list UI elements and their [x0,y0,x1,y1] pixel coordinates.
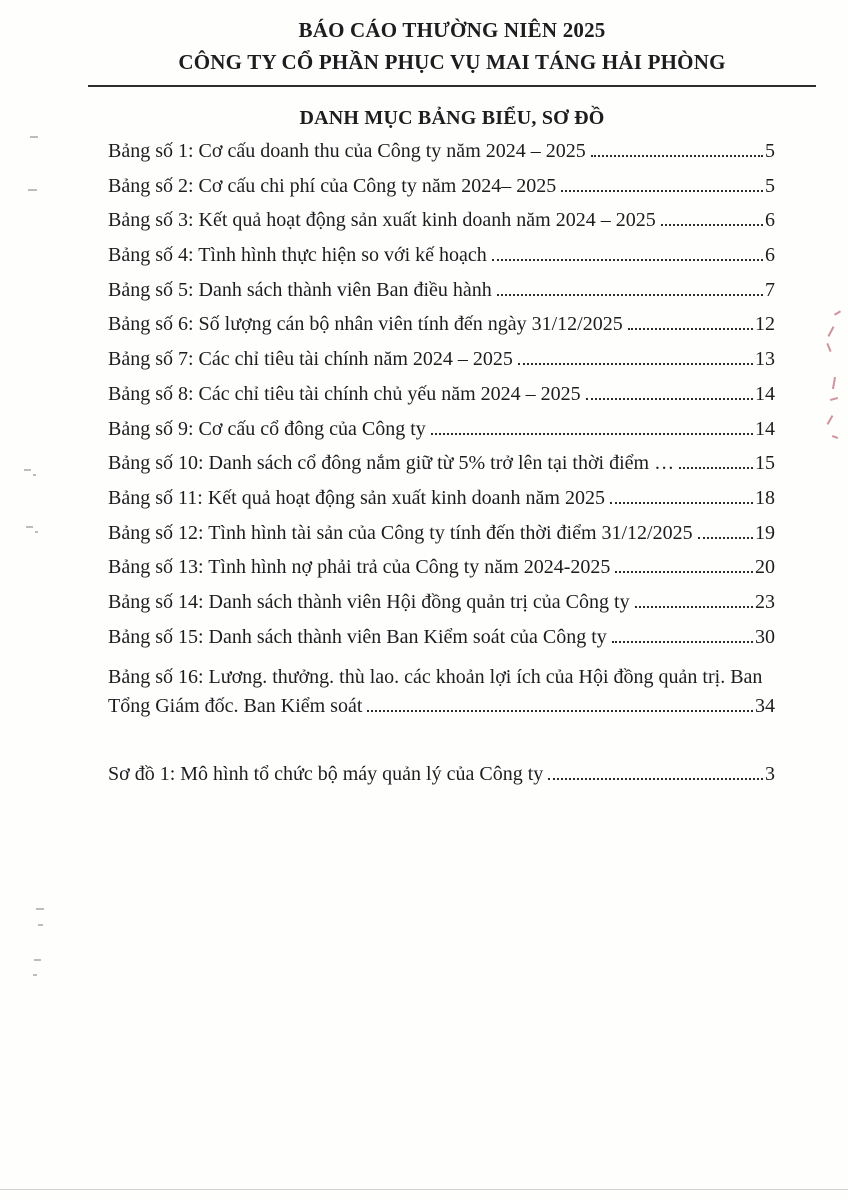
toc-entry [108,244,775,279]
toc-entry-label: Bảng số 5: Danh sách thành viên Ban điều hành [108,278,492,301]
toc-entry [108,175,775,210]
scan-artifact [33,474,36,476]
toc-entry-page-number: 19 [755,521,775,544]
toc-entry-page-number: 14 [755,382,775,405]
section-title: DANH MỤC BẢNG BIỂU, SƠ ĐỒ [299,107,605,129]
toc-entry [108,140,775,175]
dot-leader [628,328,753,330]
document-header [88,14,816,78]
header-divider [88,85,816,87]
toc-entry-label: Bảng số 11: Kết quả hoạt động sản xuất kinh doanh năm 2025 [108,486,605,509]
scan-artifact [827,415,834,425]
report-title: BÁO CÁO THƯỜNG NIÊN 2025 [298,18,606,42]
toc-entry-label: Bảng số 4: Tình hình thực hiện so với kế hoạch [108,244,487,267]
page-bottom-edge [0,1189,848,1190]
dot-leader [586,398,753,400]
toc-entry-label: Bảng số 12: Tình hình tài sản của Công ty tính đến thời điểm 31/12/2025 [108,521,693,544]
toc-entry [108,313,775,348]
dot-leader [679,467,753,469]
toc-entry [108,591,775,626]
toc-entry [108,418,775,453]
toc-entry [108,383,775,418]
scan-artifact [30,136,38,138]
scan-artifact [34,959,41,961]
diagram-list [108,763,775,798]
scan-artifact [24,469,31,471]
toc-entry-page-number: 20 [755,556,775,579]
dot-leader [612,641,753,643]
toc-entry-page-number: 30 [755,625,775,648]
dot-leader [561,190,763,192]
toc-entry [108,522,775,557]
dot-leader [610,502,753,504]
dot-leader [591,155,763,157]
toc-entry-page-number: 3 [765,762,775,785]
toc-entry-page-number: 6 [765,209,775,232]
scan-artifact [828,326,835,337]
toc-entry-label: Bảng số 6: Số lượng cán bộ nhân viên tính đến ngày 31/12/2025 [108,313,623,336]
scan-artifact [830,397,838,401]
dot-leader [615,571,753,573]
dot-leader [518,363,753,365]
dot-leader [698,537,753,539]
toc-entry-page-number: 14 [755,417,775,440]
toc-entry-label: Bảng số 13: Tình hình nợ phải trả của Công ty năm 2024-2025 [108,556,611,579]
toc-entry-label: Tổng Giám đốc. Ban Kiểm soát [108,695,363,717]
toc-entry [108,348,775,383]
dot-leader [661,224,763,226]
toc-entry-label: Bảng số 14: Danh sách thành viên Hội đồng quản trị của Công ty [108,590,630,613]
toc-entry-page-number: 23 [755,590,775,613]
toc-entry-label: Bảng số 3: Kết quả hoạt động sản xuất kinh doanh năm 2024 – 2025 [108,209,656,232]
toc-entry-label: Bảng số 2: Cơ cấu chi phí của Công ty năm 2024– 2025 [108,174,557,197]
scan-artifact [35,531,38,533]
scan-artifact [832,377,836,389]
toc-entry [108,626,775,661]
toc-entry-page-number: 15 [755,452,775,475]
dot-leader [635,606,753,608]
scan-artifact [28,189,37,191]
toc-entry-page-number: 13 [755,348,775,371]
table-of-contents [108,140,775,730]
toc-entry-label: Bảng số 10: Danh sách cổ đông nắm giữ từ 5% trở lên tại thời điểm … [108,452,675,475]
page-content [88,0,816,797]
scan-artifact [38,924,43,926]
toc-entry-label: Bảng số 9: Cơ cấu cổ đông của Công ty [108,417,426,440]
toc-entry [108,556,775,591]
dot-leader [492,259,763,261]
scan-artifact [834,310,841,315]
toc-entry-page-number: 18 [755,486,775,509]
toc-entry-label: Bảng số 1: Cơ cấu doanh thu của Công ty năm 2024 – 2025 [108,140,586,162]
toc-entry-page-number: 7 [765,278,775,301]
toc-entry [108,763,775,798]
toc-entry-label: Bảng số 15: Danh sách thành viên Ban Kiểm soát của Công ty [108,625,607,648]
toc-entry [108,695,775,730]
scan-artifact [826,343,831,352]
toc-entry [108,209,775,244]
toc-entry-label: Bảng số 7: Các chỉ tiêu tài chính năm 2024 – 2025 [108,348,513,371]
toc-entry [108,279,775,314]
toc-entry-page-number: 12 [755,313,775,336]
toc-entry-page-number: 6 [765,244,775,267]
toc-entry [108,487,775,522]
toc-entry [108,452,775,487]
scan-artifact [832,435,838,439]
toc-entry-page-number: 34 [755,695,775,717]
scan-artifact [33,974,37,976]
dot-leader [367,710,753,712]
toc-entry-line1: Bảng số 16: Lương. thưởng. thù lao. các khoản lợi ích của Hội đồng quản trị. Ban [108,666,763,689]
toc-entry-page-number: 5 [765,140,775,162]
dot-leader [431,433,753,435]
dot-leader [497,294,763,296]
dot-leader [548,778,763,780]
toc-entry-label: Bảng số 8: Các chỉ tiêu tài chính chủ yếu năm 2024 – 2025 [108,382,581,405]
toc-entry-label: Sơ đồ 1: Mô hình tổ chức bộ máy quản lý của Công ty [108,762,544,785]
company-name: CÔNG TY CỔ PHẦN PHỤC VỤ MAI TÁNG HẢI PHÒNG [178,50,726,74]
scan-artifact [26,526,33,528]
scan-artifact [36,908,44,910]
toc-entry-page-number: 5 [765,174,775,197]
